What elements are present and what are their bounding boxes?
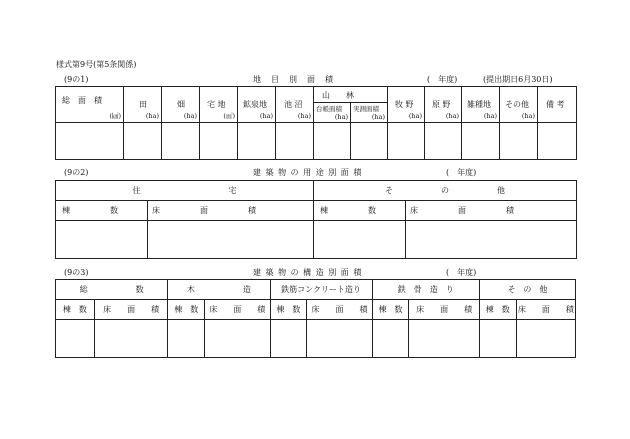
header-forest: 山 林: [314, 87, 388, 103]
header-count: 棟 数: [479, 300, 516, 320]
section3-title: 建 築 物 の 構 造 別 面 積: [253, 268, 363, 277]
header-remarks: 備 考: [538, 87, 577, 123]
header-rice-field: 田 (ha): [124, 87, 162, 123]
cell-other-count[interactable]: [479, 320, 516, 358]
cell-steel-area[interactable]: [409, 320, 479, 358]
group-steel: 鉄 骨 造 り: [372, 280, 479, 300]
group-wood: 木 造: [168, 280, 270, 300]
group-other: そ の 他: [479, 280, 575, 300]
header-wilderness: 原 野 (ha): [425, 87, 462, 123]
section2-title: 建 築 物 の 用 途 別 面 積: [253, 168, 363, 177]
cell-res-count[interactable]: [56, 221, 148, 259]
header-floor-area: 床 面 積: [516, 300, 575, 320]
cell-measured[interactable]: [351, 123, 388, 160]
cell-rice[interactable]: [124, 123, 162, 160]
header-floor-area: 床 面 積: [94, 300, 168, 320]
cell-res-area[interactable]: [148, 221, 314, 259]
cell-farm[interactable]: [162, 123, 200, 160]
header-mineral-spring: 鉱泉地 (ha): [238, 87, 276, 123]
header-floor-area: 床 面 積: [148, 201, 314, 221]
building-structure-table: [55, 279, 576, 358]
header-count: 棟 数: [270, 300, 307, 320]
header-residential: 宅 地 (㎡): [200, 87, 238, 123]
header-pasture: 牧 野 (ha): [388, 87, 425, 123]
section1-deadline: (提出期日6月30日): [483, 75, 553, 84]
cell-rc-count[interactable]: [270, 320, 307, 358]
group-residential: 住 宅: [56, 181, 314, 201]
cell-steel-count[interactable]: [372, 320, 409, 358]
header-count: 棟 数: [168, 300, 205, 320]
header-measured-area: 実測面積 (ha): [351, 103, 388, 123]
header-count: 棟 数: [372, 300, 409, 320]
group-total: 総 数: [56, 280, 168, 300]
building-use-table: [55, 180, 577, 259]
cell-spring[interactable]: [238, 123, 276, 160]
cell-other-area[interactable]: [516, 320, 575, 358]
table-row: [56, 221, 577, 259]
section3-number: (9の3): [64, 268, 89, 277]
cell-misc[interactable]: [462, 123, 500, 160]
header-count: 棟 数: [314, 201, 406, 221]
header-count: 棟 数: [56, 201, 148, 221]
header-floor-area: 床 面 積: [409, 300, 479, 320]
cell-other-count[interactable]: [314, 221, 406, 259]
cell-total[interactable]: [56, 123, 124, 160]
header-misc-land: 雑種地 (ha): [462, 87, 500, 123]
section1-title: 地 目 別 面 積: [253, 75, 334, 84]
header-farm-field: 畑 (ha): [162, 87, 200, 123]
section3-year: ( 年度): [446, 268, 477, 277]
header-floor-area: 床 面 積: [307, 300, 372, 320]
cell-wood-area[interactable]: [205, 320, 270, 358]
cell-residential[interactable]: [200, 123, 238, 160]
header-floor-area: 床 面 積: [406, 201, 577, 221]
group-reinforced-concrete: 鉄筋コンクリート造り: [270, 280, 372, 300]
header-other: その他 (ha): [500, 87, 538, 123]
header-total-area: 総 面 積 (㎢): [56, 87, 124, 123]
cell-pond[interactable]: [276, 123, 314, 160]
cell-other[interactable]: [500, 123, 538, 160]
cell-wood-count[interactable]: [168, 320, 205, 358]
cell-ledger[interactable]: [314, 123, 351, 160]
header-floor-area: 床 面 積: [205, 300, 270, 320]
cell-pasture[interactable]: [388, 123, 425, 160]
section1-number: (9の1): [64, 75, 89, 84]
cell-remarks[interactable]: [538, 123, 577, 160]
table-row: [56, 320, 576, 358]
group-other: そ の 他: [314, 181, 577, 201]
cell-rc-area[interactable]: [307, 320, 372, 358]
cell-total-count[interactable]: [56, 320, 95, 358]
form-title: 様式第9号(第5条関係): [56, 60, 137, 69]
cell-wilderness[interactable]: [425, 123, 462, 160]
section2-year: ( 年度): [446, 168, 477, 177]
cell-total-area[interactable]: [94, 320, 168, 358]
header-ledger-area: 台帳面積 (ha): [314, 103, 351, 123]
section1-year: ( 年度): [427, 75, 458, 84]
section2-number: (9の2): [64, 168, 89, 177]
table-row: [56, 123, 577, 160]
cell-other-area[interactable]: [406, 221, 577, 259]
header-count: 棟 数: [56, 300, 95, 320]
land-area-table: [55, 86, 577, 160]
header-pond: 池 沼 (ha): [276, 87, 314, 123]
